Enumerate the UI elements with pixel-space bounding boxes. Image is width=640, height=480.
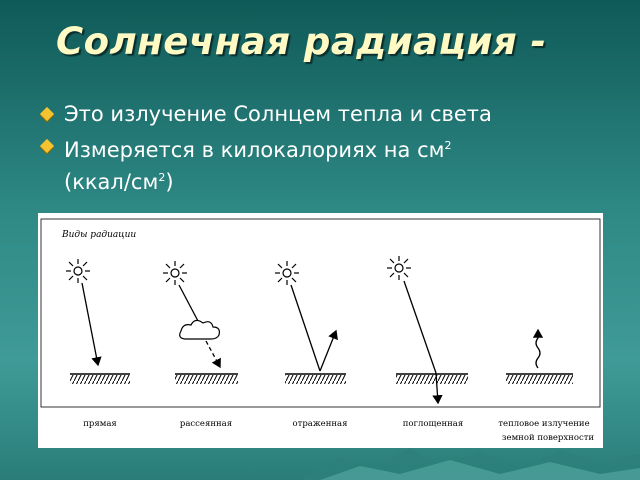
bullet-2-text: Измеряется в килокалориях на см (64, 138, 445, 162)
direct-radiation-illustration (66, 259, 130, 384)
caption-direct: прямая (83, 419, 117, 429)
caption-scattered: рассеянная (179, 419, 233, 429)
reflected-ray-arrow (320, 331, 336, 371)
bullet-2-line2-sup: 2 (158, 171, 166, 184)
bullet-1-text: Это излучение Солнцем тепла и света (64, 102, 492, 126)
scattered-ray-arrow (206, 341, 220, 367)
thermal-radiation-illustration (506, 330, 573, 384)
sun-icon (66, 259, 90, 283)
absorbed-radiation-illustration (387, 256, 468, 403)
caption-thermal-line2: земной поверхности (501, 433, 595, 443)
sun-icon (163, 261, 187, 285)
radiation-types-figure (38, 213, 603, 448)
ground-hatch (70, 375, 130, 384)
bullet-2-line2-prefix: (ккал/см (64, 170, 159, 194)
reflected-radiation-illustration (275, 261, 346, 384)
ground-hatch (175, 375, 238, 384)
caption-absorbed: поглощенная (402, 419, 464, 429)
scattered-radiation-illustration (163, 261, 238, 384)
ground-hatch (506, 375, 573, 384)
radiation-diagram (38, 213, 603, 448)
decorative-hills (300, 440, 640, 480)
diamond-bullet-icon (40, 107, 54, 121)
ground-hatch (285, 375, 346, 384)
caption-thermal-line1: тепловое излучение (498, 419, 590, 429)
bullet-2-line2-suffix: ) (165, 170, 174, 194)
incoming-ray (404, 281, 436, 373)
cloud-icon (180, 320, 220, 339)
incoming-ray (179, 285, 198, 321)
bullet-list (40, 100, 620, 200)
caption-reflected: отраженная (292, 419, 348, 429)
incoming-ray (291, 285, 320, 371)
bullet-2-sup: 2 (444, 139, 452, 152)
sun-icon (387, 256, 411, 280)
thermal-wave-arrow (536, 330, 540, 368)
diamond-bullet-icon (40, 139, 54, 153)
sun-icon (275, 261, 299, 285)
bullet-item-1 (40, 100, 620, 128)
direct-ray-arrow (82, 283, 98, 365)
bullet-item-2 (40, 132, 620, 196)
ground-hatch (396, 375, 468, 384)
diagram-heading: Виды радиации (62, 230, 137, 240)
slide-title: Солнечная радиация - (56, 20, 547, 63)
